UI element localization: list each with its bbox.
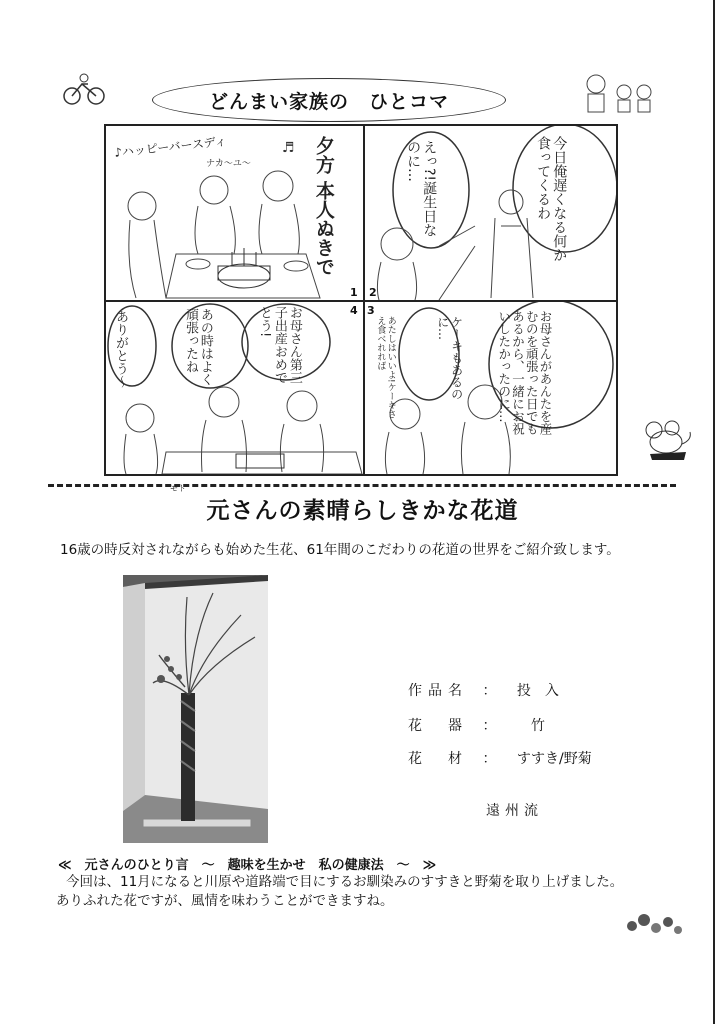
children-mascot-icon: [578, 70, 658, 115]
ikebana-photo: [123, 575, 268, 843]
panel-1-number: 1: [350, 286, 358, 299]
info-value: 竹: [530, 718, 545, 734]
mother-speech-bubble: お母さんがあんたを産むのを頑張った日でもあるから、一緒にお祝いしたかったのに…: [496, 310, 553, 435]
column-body: [56, 873, 623, 911]
then-speech-bubble: あの時はよく頑張ったね: [182, 308, 213, 386]
svg-text:♬: ♬: [282, 140, 295, 156]
thanks-speech-bubble: ありがとう〜: [112, 310, 128, 388]
header-title: どんまい家族の ひとコマ: [208, 90, 449, 113]
info-colon: ：: [482, 718, 497, 734]
daughter-speech-bubble: あたしはいいよ!ケーキさえ食べれれば: [375, 316, 396, 419]
info-row-title: [408, 680, 559, 700]
bicycle-icon: [58, 70, 108, 108]
info-value: すすき/野菊: [516, 751, 592, 767]
info-label: 作品名: [408, 683, 468, 699]
manga-panel-1: [106, 126, 363, 300]
ikebana-arrangement-drawing: [123, 575, 268, 843]
congratulations-drawing: [106, 302, 363, 474]
ikebana-school: 遠州流: [486, 803, 543, 819]
manga-strip: [104, 124, 618, 476]
info-row-vessel: [408, 715, 545, 735]
info-value: 投 入: [516, 683, 559, 699]
panel-3-number: 3: [367, 304, 375, 317]
congrats-speech-bubble: お母さん第三子出産おめでとう!: [256, 306, 302, 384]
manga-panel-4: [106, 302, 363, 474]
mother-scolding-drawing: [365, 302, 616, 474]
header-banner: [152, 78, 506, 122]
info-label: 花 器: [408, 718, 468, 734]
column-line-2: ありふれた花ですが、風情を味わうことができますね。: [56, 893, 394, 909]
info-colon: ：: [482, 683, 497, 699]
song-lyric-2: ナカ〜ユ〜: [206, 159, 251, 169]
family-speech-bubble: えっ?!誕生日なのに…: [405, 140, 438, 238]
cake-speech-bubble: ケーキもあるのに…: [435, 316, 464, 400]
section-divider: [48, 484, 676, 487]
column-line-1: 今回は、11月になると川原や道路端で目にするお馴染みのすすきと野菊を取り上げました。: [66, 874, 624, 890]
column-heading: ≪ 元さんのひとり言 〜 趣味を生かせ 私の健康法 〜 ≫: [58, 858, 437, 873]
section-intro: 16歳の時反対されながらも始めた生花、61年間のこだわりの花道の世界をご紹介致します。: [60, 542, 620, 558]
son-speech-bubble: 今日俺遅くなる何か食ってくるわ: [535, 136, 568, 262]
flower-cluster-icon: [624, 910, 686, 938]
panel-2-number: 2: [369, 286, 377, 299]
info-colon: ：: [482, 751, 497, 767]
son-leaving-drawing: [365, 126, 616, 300]
panel-4-number: 4: [350, 304, 358, 317]
title-ruby: モト: [170, 484, 186, 493]
manga-panel-3: [365, 302, 616, 474]
panel-1-caption: 夕方 本人ぬきで: [312, 136, 335, 276]
section-title: 元さんの素晴らしきかな花道: [206, 498, 519, 524]
manga-panel-2: [365, 126, 616, 300]
song-lyric-1: ♪ハッピーバースディ: [113, 134, 228, 160]
info-label: 花 材: [408, 751, 468, 767]
info-row-materials: [408, 748, 592, 768]
mouse-icon: [642, 418, 694, 462]
